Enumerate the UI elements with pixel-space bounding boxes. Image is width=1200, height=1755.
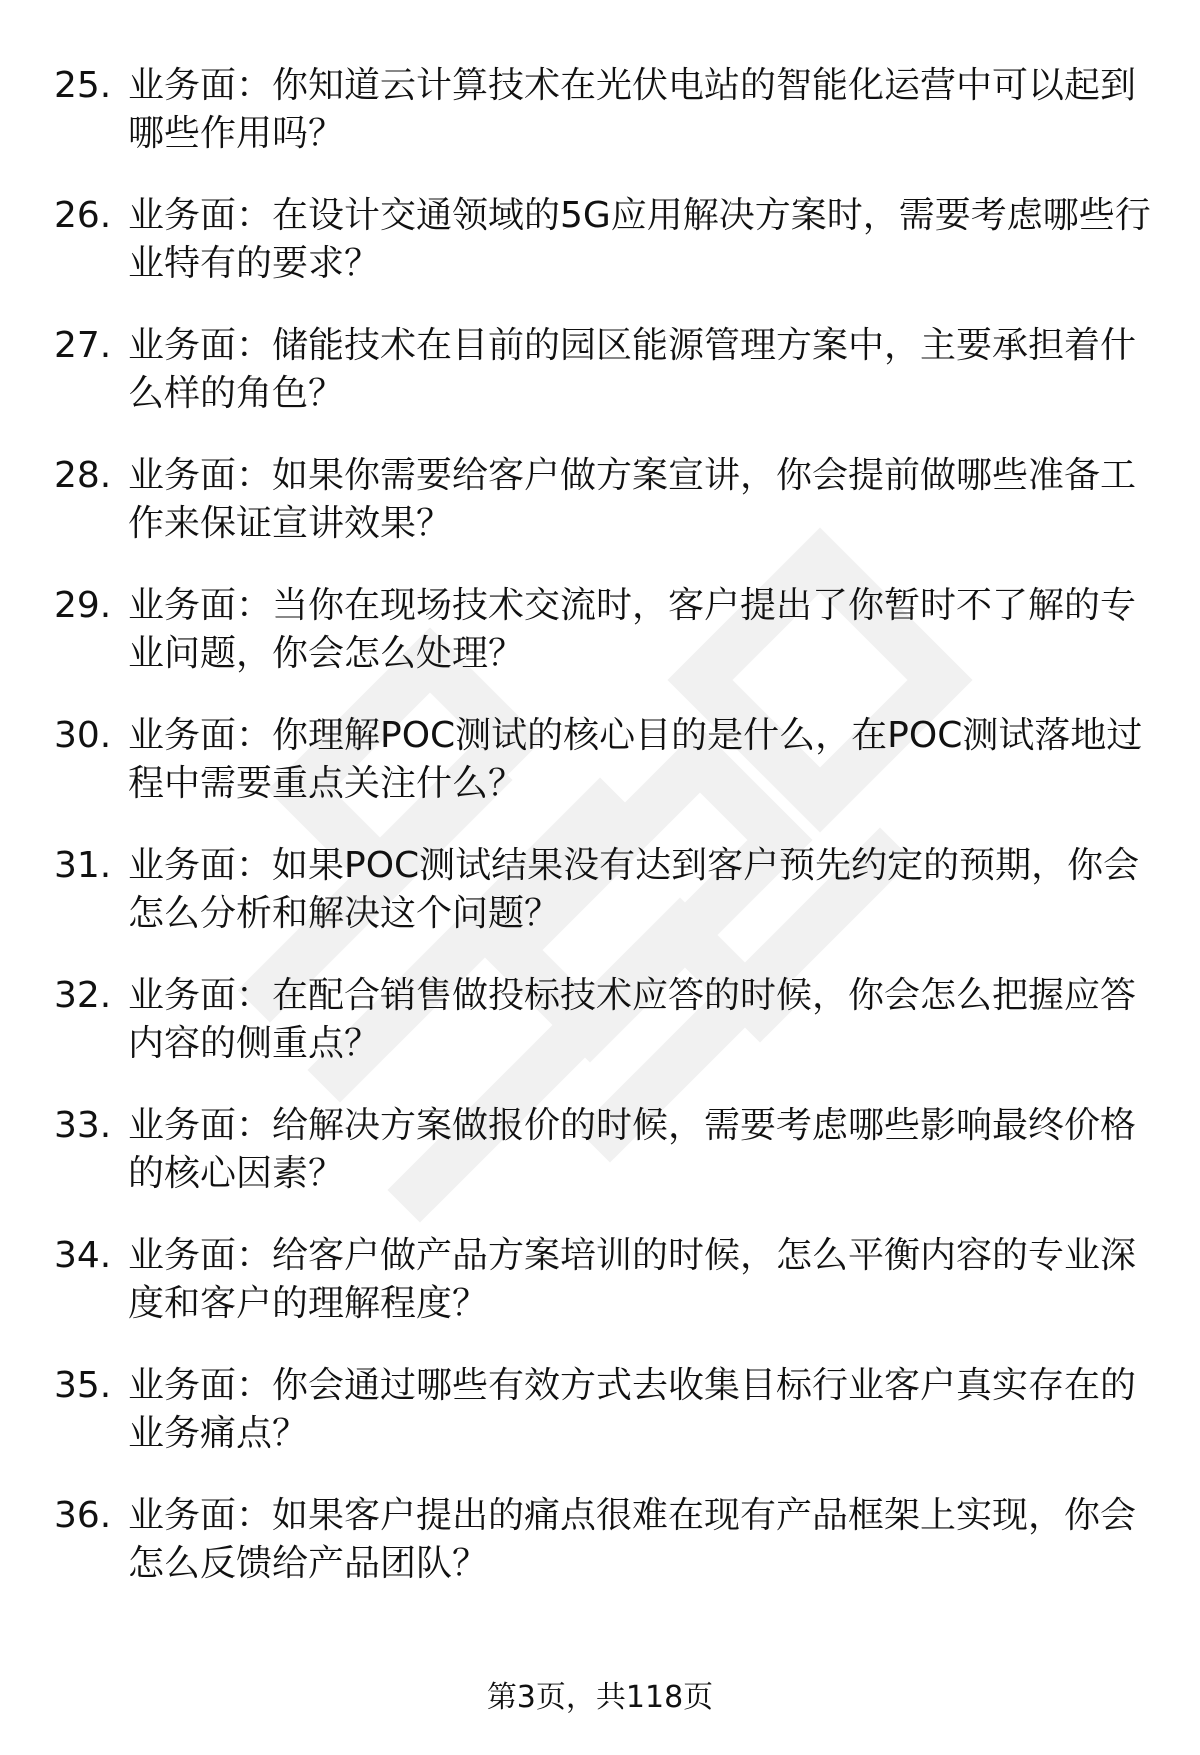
question-item bbox=[0, 576, 1200, 706]
question-number: 28. bbox=[54, 455, 112, 496]
question-text: 业务面：在配合销售做投标技术应答的时候，你会怎么把握应答内容的侧重点？ bbox=[128, 975, 1137, 1064]
question-item bbox=[0, 966, 1200, 1096]
question-item bbox=[0, 836, 1200, 966]
question-item bbox=[0, 1226, 1200, 1356]
question-text: 业务面：如果POC测试结果没有达到客户预先约定的预期，你会怎么分析和解决这个问题？ bbox=[128, 845, 1140, 934]
question-number: 35. bbox=[54, 1365, 112, 1406]
question-item bbox=[0, 446, 1200, 576]
question-text: 业务面：储能技术在目前的园区能源管理方案中，主要承担着什么样的角色？ bbox=[128, 325, 1137, 414]
question-text: 业务面：如果你需要给客户做方案宣讲，你会提前做哪些准备工作来保证宣讲效果？ bbox=[128, 455, 1137, 544]
question-text: 业务面：你知道云计算技术在光伏电站的智能化运营中可以起到哪些作用吗？ bbox=[128, 65, 1137, 154]
question-number: 33. bbox=[54, 1105, 112, 1146]
question-number: 34. bbox=[54, 1235, 112, 1276]
page-footer: 第3页，共118页 bbox=[486, 1680, 714, 1715]
question-number: 25. bbox=[54, 65, 112, 106]
question-number: 36. bbox=[54, 1495, 112, 1536]
question-item bbox=[0, 316, 1200, 446]
question-text: 业务面：如果客户提出的痛点很难在现有产品框架上实现，你会怎么反馈给产品团队？ bbox=[128, 1495, 1137, 1584]
question-number: 30. bbox=[54, 715, 112, 756]
question-number: 29. bbox=[54, 585, 112, 626]
question-text: 业务面：你会通过哪些有效方式去收集目标行业客户真实存在的业务痛点？ bbox=[128, 1365, 1137, 1454]
question-number: 26. bbox=[54, 195, 112, 236]
question-number: 27. bbox=[54, 325, 112, 366]
question-item bbox=[0, 1486, 1200, 1616]
question-item bbox=[0, 186, 1200, 316]
question-number: 31. bbox=[54, 845, 112, 886]
question-item bbox=[0, 706, 1200, 836]
question-item bbox=[0, 1356, 1200, 1486]
question-item bbox=[0, 1096, 1200, 1226]
question-list bbox=[0, 56, 1200, 1616]
question-text: 业务面：你理解POC测试的核心目的是什么，在POC测试落地过程中需要重点关注什么？ bbox=[128, 715, 1143, 804]
question-number: 32. bbox=[54, 975, 112, 1016]
question-text: 业务面：给解决方案做报价的时候，需要考虑哪些影响最终价格的核心因素？ bbox=[128, 1105, 1137, 1194]
question-text: 业务面：在设计交通领域的5G应用解决方案时，需要考虑哪些行业特有的要求？ bbox=[128, 195, 1151, 284]
question-item bbox=[0, 56, 1200, 186]
question-text: 业务面：当你在现场技术交流时，客户提出了你暂时不了解的专业问题，你会怎么处理？ bbox=[128, 585, 1137, 674]
question-text: 业务面：给客户做产品方案培训的时候，怎么平衡内容的专业深度和客户的理解程度？ bbox=[128, 1235, 1137, 1324]
